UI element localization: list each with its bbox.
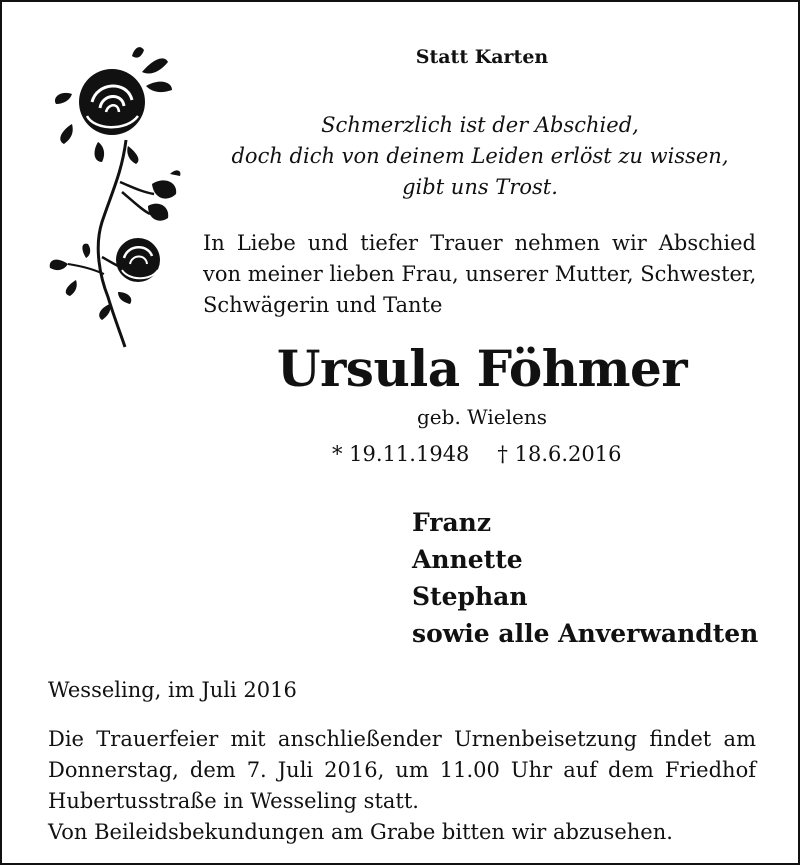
quote-line: doch dich von deinem Leiden erlöst zu wissen, (231, 144, 729, 168)
ceremony-info (48, 724, 756, 848)
rose-icon (42, 42, 192, 352)
header-title: Statt Karten (415, 46, 549, 68)
deceased-name: Ursula Föhmer (276, 339, 688, 398)
intro-line: In Liebe und tiefer Trauer nehmen wir Abschied (203, 231, 756, 255)
maiden-name: geb. Wielens (417, 405, 547, 429)
family-name: sowie alle Anverwandten (412, 619, 759, 648)
ceremony-line: Donnerstag, dem 7. Juli 2016, um 11.00 Uhr auf dem Friedhof (48, 758, 756, 782)
death-date: † 18.6.2016 (497, 442, 622, 466)
quote-block (210, 110, 750, 203)
family-name: Franz (412, 508, 492, 537)
family-name: Stephan (412, 582, 528, 611)
intro-text (203, 228, 756, 321)
intro-line: von meiner lieben Frau, unserer Mutter, Schwester, (203, 262, 757, 286)
family-name: Annette (412, 545, 523, 574)
intro-line: Schwägerin und Tante (203, 293, 443, 317)
birth-date: * 19.11.1948 (332, 442, 470, 466)
family-names (412, 504, 758, 652)
ceremony-line: Von Beileidsbekundungen am Grabe bitten wir abzusehen. (48, 820, 673, 844)
ceremony-line: Hubertusstraße in Wesseling statt. (48, 789, 419, 813)
place-date: Wesseling, im Juli 2016 (48, 678, 297, 702)
quote-line: Schmerzlich ist der Abschied, (321, 113, 639, 137)
ceremony-line: Die Trauerfeier mit anschließender Urnenbeisetzung findet am (48, 727, 756, 751)
quote-line: gibt uns Trost. (402, 175, 558, 199)
life-dates (332, 442, 621, 466)
